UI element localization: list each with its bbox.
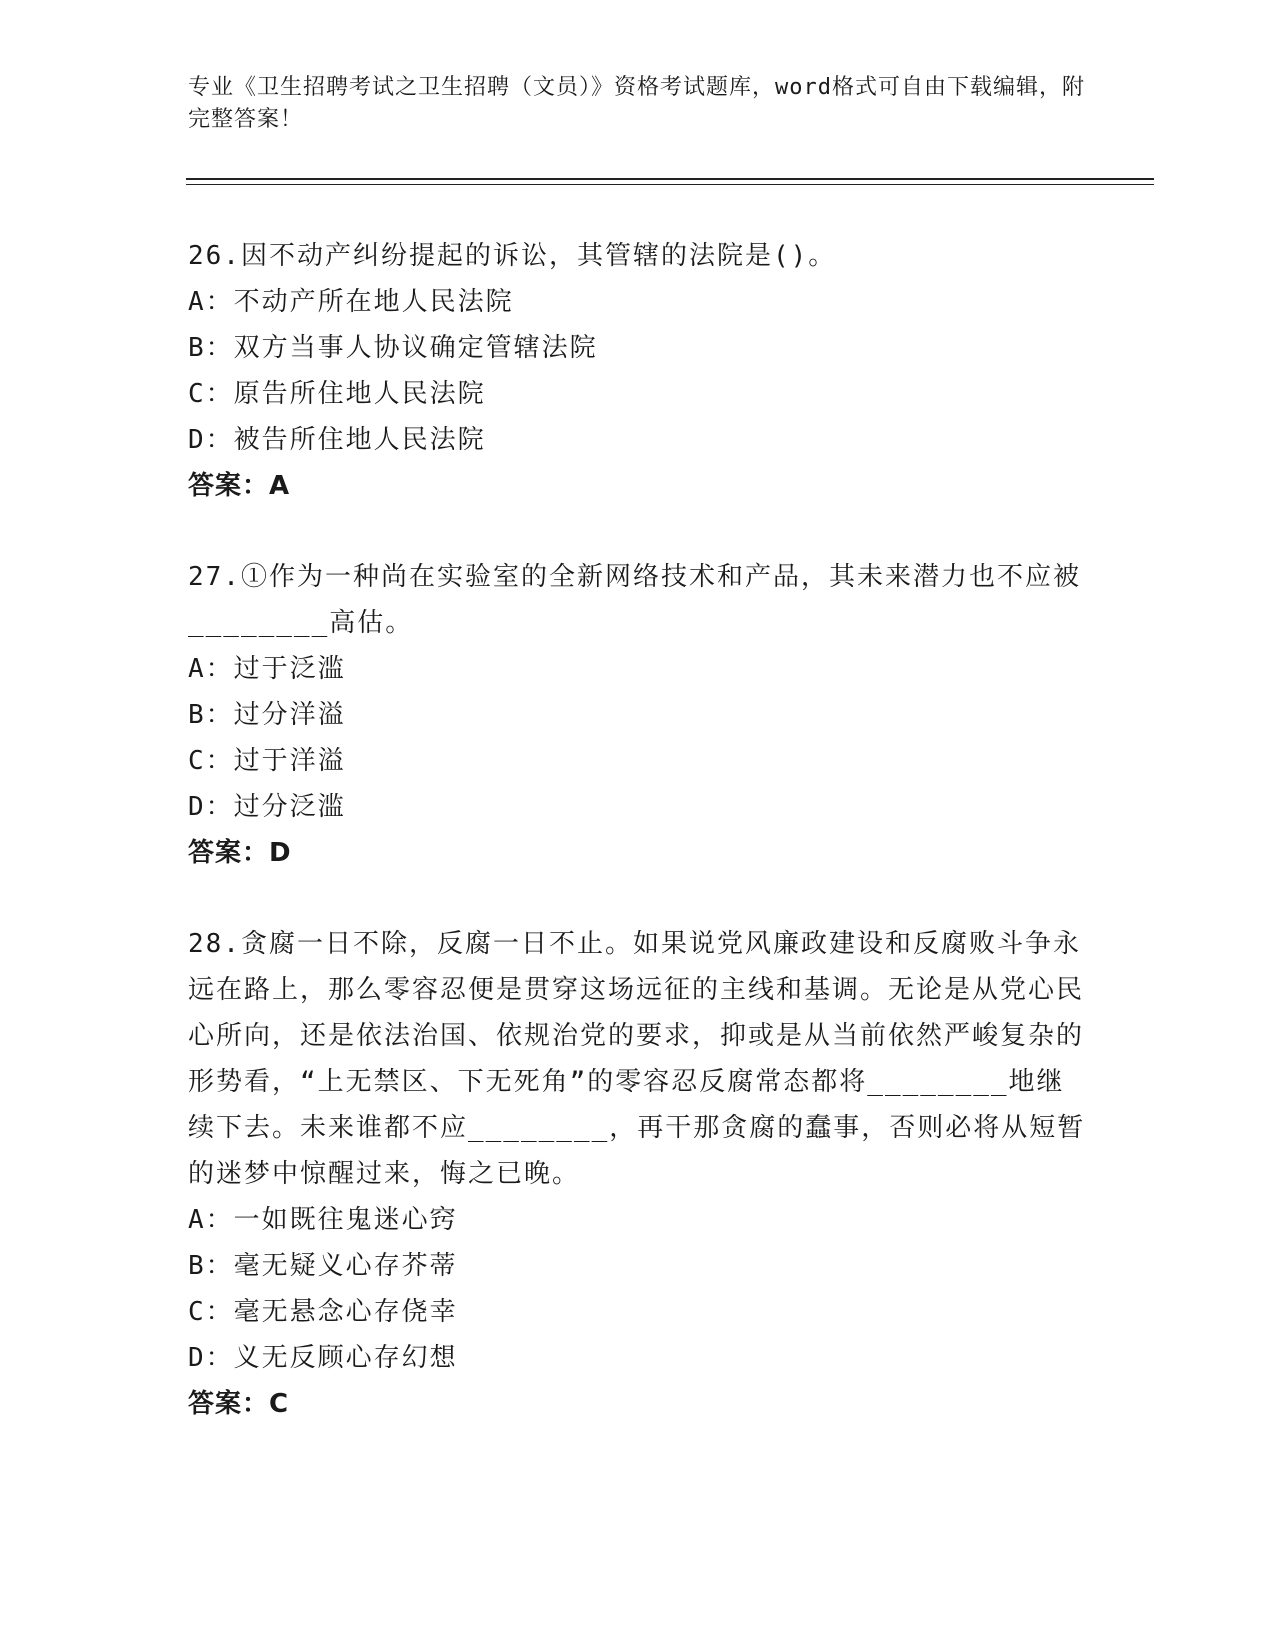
header-divider-thin [186, 184, 1154, 185]
document-header: 专业《卫生招聘考试之卫生招聘（文员）》资格考试题库，word格式可自由下载编辑，附完整答案！ [188, 75, 1085, 132]
option-c: C：原告所住地人民法院 [188, 379, 486, 409]
option-c: C：过于洋溢 [188, 746, 346, 776]
question-list [188, 233, 1088, 1472]
answer-line: 答案：C [188, 1389, 290, 1419]
option-b: B：双方当事人协议确定管辖法院 [188, 333, 598, 363]
question-27 [188, 554, 1088, 876]
answer-line: 答案：A [188, 471, 291, 501]
option-a: A：一如既往鬼迷心窍 [188, 1205, 458, 1235]
option-b: B：过分洋溢 [188, 700, 346, 730]
option-c: C：毫无悬念心存侥幸 [188, 1297, 458, 1327]
option-b: B：毫无疑义心存芥蒂 [188, 1251, 458, 1281]
option-a: A：不动产所在地人民法院 [188, 287, 514, 317]
question-28 [188, 921, 1088, 1427]
header-divider-thick [186, 178, 1154, 180]
question-stem: 27.①作为一种尚在实验室的全新网络技术和产品，其未来潜力也不应被________高估。 [188, 562, 1081, 638]
question-stem: 26.因不动产纠纷提起的诉讼，其管辖的法院是()。 [188, 241, 837, 271]
answer-line: 答案：D [188, 838, 292, 868]
option-d: D：过分泛滥 [188, 792, 346, 822]
question-26 [188, 233, 1088, 509]
option-a: A：过于泛滥 [188, 654, 346, 684]
question-stem: 28.贪腐一日不除，反腐一日不止。如果说党风廉政建设和反腐败斗争永远在路上，那么零容忍便是贯穿这场远征的主线和基调。无论是从党心民心所向，还是依法治国、依规治党的要求，抑或是从当前依然严峻复杂的形势看，“上无禁区、下无死角”的零容忍反腐常态都将________地继续下去。未来谁都不应________，再干那贪腐的蠢事，否则必将从短暂的迷梦中惊醒过来，悔之已晚。 [188, 929, 1086, 1189]
option-d: D：义无反顾心存幻想 [188, 1343, 458, 1373]
option-d: D：被告所住地人民法院 [188, 425, 486, 455]
